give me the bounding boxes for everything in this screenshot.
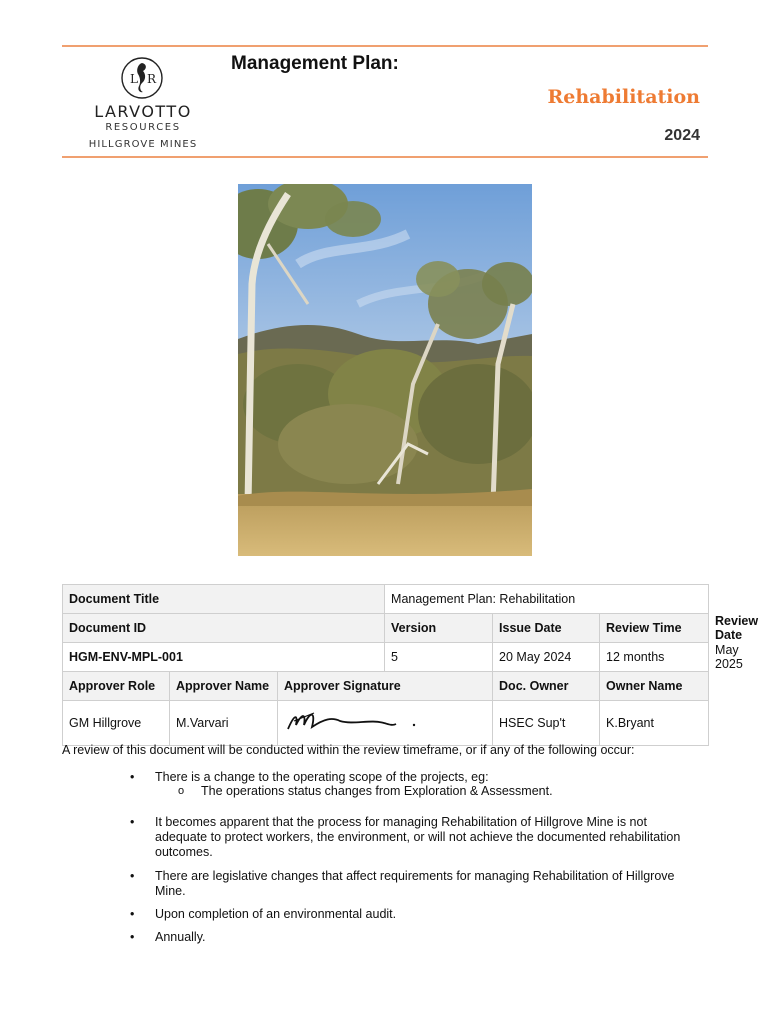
bullet-icon: • <box>130 770 135 784</box>
cover-photo <box>238 184 532 556</box>
signature-image <box>284 705 484 739</box>
logo-sub: RESOURCES <box>105 122 181 133</box>
issue-date-header: Issue Date <box>493 614 600 643</box>
doc-owner-header: Doc. Owner <box>493 672 600 701</box>
approver-role-value: GM Hillgrove <box>63 701 170 746</box>
version-value: 5 <box>385 643 493 672</box>
review-time-header: Review Time <box>600 614 709 643</box>
approver-name-value: M.Varvari <box>170 701 278 746</box>
document-control-table: Document Title Management Plan: Rehabilitation Document ID Version Issue Date Review Time Review Date HGM-ENV-MPL-001 5 20 May 2024 12 months May 2025 Approver Role Approver Name Approver Signature Doc. Owner Owner Name GM Hillgrove M.Varvari HSEC Sup't K.Bryant <box>62 584 709 746</box>
document-year: 2024 <box>664 127 700 144</box>
header-top-rule <box>62 45 708 47</box>
company-logo <box>82 56 204 152</box>
document-id-value: HGM-ENV-MPL-001 <box>63 643 385 672</box>
bullet-icon: • <box>130 815 135 829</box>
owner-name-value: K.Bryant <box>600 701 709 746</box>
sub-bullet-icon: o <box>178 785 185 797</box>
review-intro: A review of this document will be conducted within the review timeframe, or if any of the following occur: <box>62 743 635 757</box>
seahorse-emblem-icon <box>120 56 164 100</box>
document-id-header: Document ID <box>63 614 385 643</box>
document-title: Management Plan: <box>231 53 399 74</box>
bullet-icon: • <box>130 907 135 921</box>
header-bottom-rule <box>62 156 708 158</box>
approver-signature-cell <box>278 701 493 746</box>
approver-signature-header: Approver Signature <box>278 672 493 701</box>
document-title-value: Management Plan: Rehabilitation <box>385 585 709 614</box>
logo-mines: HILLGROVE MINES <box>88 139 198 150</box>
bullet-icon: • <box>130 869 135 883</box>
approver-name-header: Approver Name <box>170 672 278 701</box>
approver-role-header: Approver Role <box>63 672 170 701</box>
issue-date-value: 20 May 2024 <box>493 643 600 672</box>
doc-owner-value: HSEC Sup't <box>493 701 600 746</box>
document-title-label: Document Title <box>63 585 385 614</box>
logo-brand: LARVOTTO <box>94 102 192 121</box>
svg-text:L: L <box>130 72 138 86</box>
bullet-icon: • <box>130 930 135 944</box>
document-subject: Rehabilitation <box>547 86 700 108</box>
svg-text:R: R <box>147 72 157 86</box>
review-time-value: 12 months <box>600 643 709 672</box>
owner-name-header: Owner Name <box>600 672 709 701</box>
version-header: Version <box>385 614 493 643</box>
